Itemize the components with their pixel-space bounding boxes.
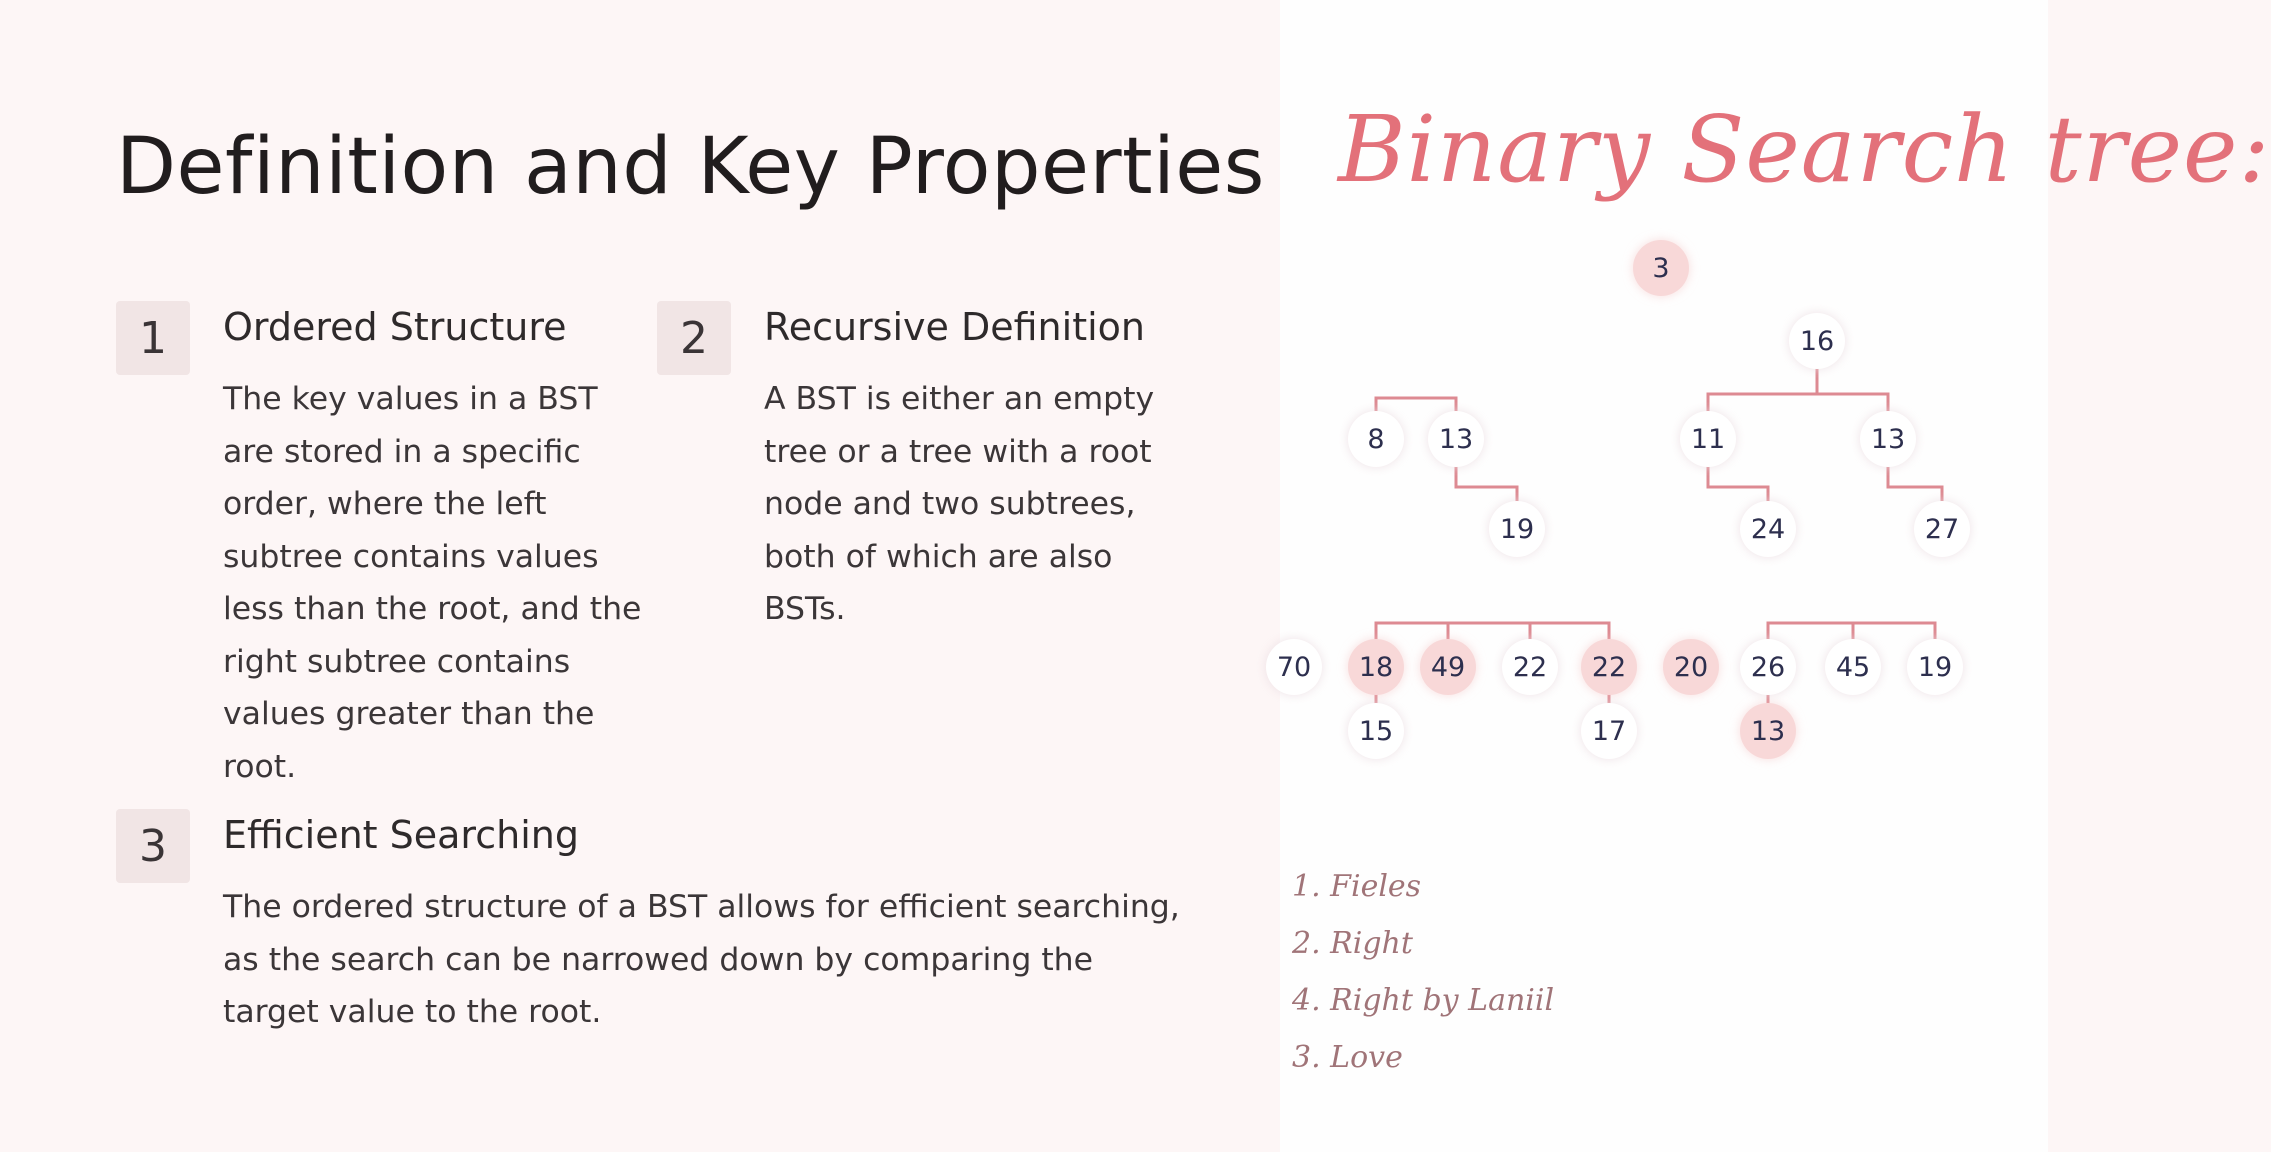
tree-node: 11 (1680, 411, 1736, 467)
legend-item: 4. Right by Laniil (1292, 983, 1555, 1018)
tree-node: 45 (1825, 639, 1881, 695)
tree-node: 26 (1740, 639, 1796, 695)
slide-title: Definition and Key Properties (116, 122, 1265, 212)
tree-node: 15 (1348, 703, 1404, 759)
legend-item: 1. Fieles (1292, 869, 1422, 904)
edge (1456, 462, 1517, 505)
tree-node: 24 (1740, 501, 1796, 557)
number-badge: 3 (116, 809, 190, 883)
property-text: The ordered structure of a BST allows for efficient searching, as the search can be narrowed down by comparing the target value to the root. (223, 889, 1180, 1030)
property-text: The key values in a BST are stored in a specific order, where the left subtree contains values less than the root, and the right subtree contains values greater than the root. (223, 381, 642, 785)
legend-item: 3. Love (1292, 1040, 1403, 1075)
edge (1708, 394, 1888, 418)
tree-node: 18 (1348, 639, 1404, 695)
tree-node: 17 (1581, 703, 1637, 759)
tree-node: 8 (1348, 411, 1404, 467)
tree-node: 16 (1789, 313, 1845, 369)
tree-node: 20 (1663, 639, 1719, 695)
illustration-title: Binary Search tree: (1338, 96, 2271, 203)
number-badge: 1 (116, 301, 190, 375)
number-badge: 2 (657, 301, 731, 375)
bst-illustration (1276, 0, 2271, 1152)
tree-node: 19 (1489, 501, 1545, 557)
edge (1376, 623, 1609, 643)
property-heading: Efficient Searching (223, 813, 579, 857)
legend-item: 2. Right (1292, 926, 1413, 961)
tree-node: 22 (1581, 639, 1637, 695)
property-heading: Ordered Structure (223, 305, 567, 349)
edge (1708, 462, 1768, 505)
edge (1888, 462, 1942, 505)
property-heading: Recursive Definition (764, 305, 1145, 349)
tree-node: 27 (1914, 501, 1970, 557)
tree-node: 19 (1907, 639, 1963, 695)
tree-node: 13 (1860, 411, 1916, 467)
tree-node: 13 (1428, 411, 1484, 467)
tree-node: 70 (1266, 639, 1322, 695)
tree-node: 49 (1420, 639, 1476, 695)
tree-node: 22 (1502, 639, 1558, 695)
legend-list (1292, 858, 1554, 1086)
tree-node: 13 (1740, 703, 1796, 759)
tree-node: 3 (1633, 240, 1689, 296)
property-text: A BST is either an empty tree or a tree with a root node and two subtrees, both of which are also BSTs. (764, 381, 1155, 627)
